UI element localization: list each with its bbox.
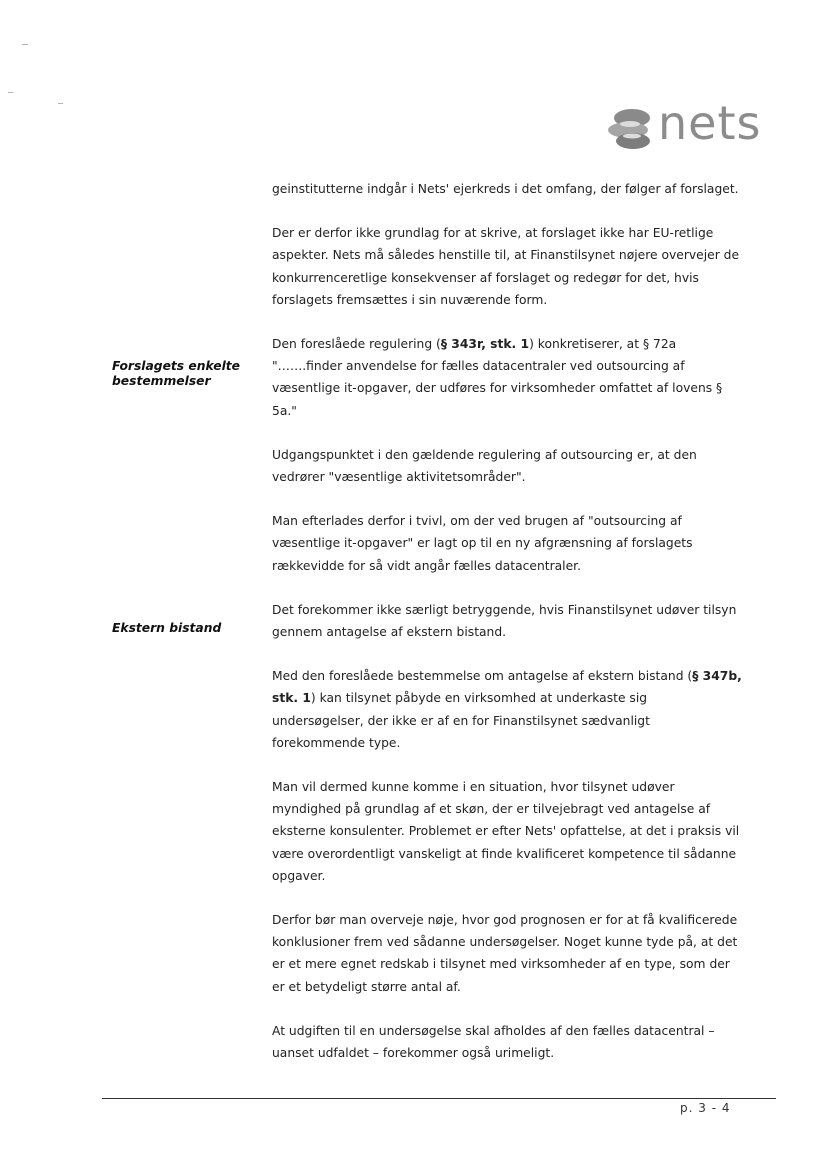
page-number: p. 3 - 4 <box>680 1101 731 1115</box>
paragraph: At udgiften til en undersøgelse skal afholdes af den fælles datacentral – uanset udfaldet – forekommer også urimeligt. <box>272 1023 715 1061</box>
paragraph: Det forekommer ikke særligt betryggende, hvis Finanstilsynet udøver tilsyn gennem antagelse af ekstern bistand. <box>272 602 737 640</box>
section-heading-external-assistance: Ekstern bistand <box>112 621 222 635</box>
paragraph: Man vil dermed kunne komme i en situation, hvor tilsynet udøver myndighed på grundlag af et skøn, der er tilvejebragt ved antagelse af eksterne konsulenter. Problemet er efter Nets' opfattelse, at det i praksis vil være overordentligt vanskeligt at finde kvalificeret kompetence til sådanne opgaver. <box>272 780 740 883</box>
logo-wordmark: nets <box>658 96 762 150</box>
paragraph <box>272 333 742 422</box>
body-text <box>272 178 742 1084</box>
section-heading-provisions: Forslagets enkelte bestemmelser <box>112 359 241 388</box>
paragraph: Man efterlades derfor i tvivl, om der ved brugen af "outsourcing af væsentlige it-opgaver" er lagt op til en ny afgrænsning af forslagets rækkevidde for så vidt angår fælles datacentraler. <box>272 514 693 573</box>
scan-artifact <box>22 44 28 45</box>
paragraph-text: Med den foreslåede bestemmelse om antagelse af ekstern bistand ( <box>272 669 693 684</box>
paragraph: Der er derfor ikke grundlag for at skrive, at forslaget ikke har EU-retlige aspekter. Nets må således henstille til, at Finanstilsynet nøjere overvejer de konkurrenceretlige konsekvenser af forslaget og redegør for det, hvis forslagets fremsættes i sin nuværende form. <box>272 226 740 307</box>
paragraph: geinstitutterne indgår i Nets' ejerkreds i det omfang, der følger af forslaget. <box>272 182 739 196</box>
paragraph-text: ) konkretiserer, at § 72a "…….finder anvendelse for fælles datacentraler ved outsourcing af væsentlige it-opgaver, der udføres for virksomheder omfattet af lovens § 5a." <box>272 337 723 418</box>
scan-artifact <box>8 92 13 93</box>
legal-reference: § 343r, stk. 1 <box>440 337 530 352</box>
paragraph: Derfor bør man overveje nøje, hvor god prognosen er for at få kvalificerede konklusioner frem ved sådanne undersøgelser. Noget kunne tyde på, at det er et mere egnet redskab i tilsynet med virksomheder af en type, som der er et betydeligt større antal af. <box>272 913 738 994</box>
legal-reference: § 347b, stk. 1 <box>272 669 742 706</box>
footer-divider <box>102 1098 776 1099</box>
nets-swirl-icon <box>606 104 658 152</box>
paragraph <box>272 665 742 754</box>
paragraph-text: ) kan tilsynet påbyde en virksomhed at underkaste sig undersøgelser, der ikke er af en for Finanstilsynet sædvanligt forekommende type. <box>272 691 650 750</box>
nets-logo <box>606 96 766 154</box>
paragraph-text: Den foreslåede regulering ( <box>272 337 441 352</box>
paragraph: Udgangspunktet i den gældende regulering af outsourcing er, at den vedrører "væsentlige aktivitetsområder". <box>272 447 697 485</box>
scan-artifact <box>58 103 63 104</box>
